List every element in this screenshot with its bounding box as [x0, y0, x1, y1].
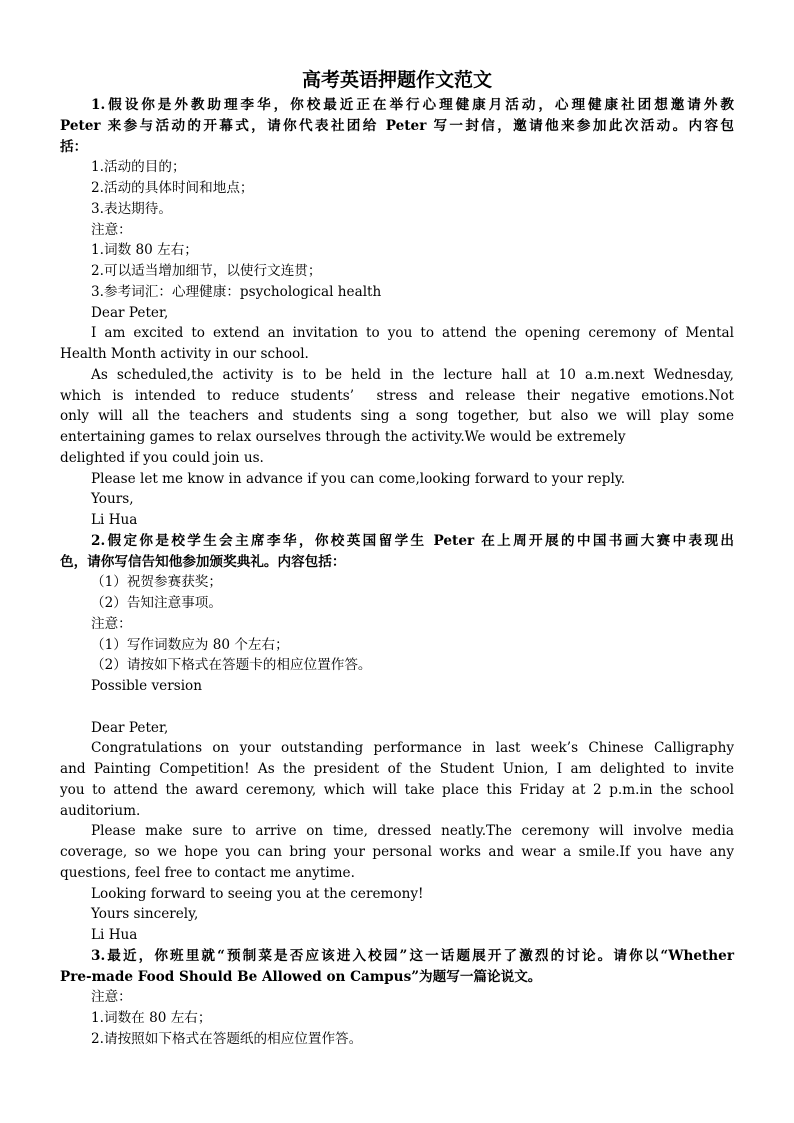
text-line: you to attend the award ceremony, which will take place this Friday at 2 p.m.in the school	[60, 781, 734, 798]
text-line: auditorium.	[60, 802, 141, 819]
text-line: 1.词数在 80 左右；	[91, 1010, 212, 1026]
text-line: 2.活动的具体时间和地点；	[91, 180, 254, 196]
text-line: （2）告知注意事项。	[91, 595, 222, 611]
text-line: questions, feel free to contact me anytime.	[60, 864, 355, 881]
text-line: entertaining games to relax ourselves through the activity.We would be extremely	[60, 429, 626, 445]
text-line: Looking forward to seeing you at the ceremony!	[91, 885, 424, 902]
text-line: （1）写作词数应为 80 个左右；	[91, 636, 289, 653]
text-line: 3.参考词汇：心理健康：psychological health	[91, 283, 382, 300]
document-page	[60, 66, 734, 1050]
text-line: 3.表达期待。	[91, 200, 172, 217]
text-line: （2）请按如下格式在答题卡的相应位置作答。	[91, 657, 372, 674]
text-line: Please make sure to arrive on time, dressed neatly.The ceremony will involve media	[91, 823, 734, 840]
text-line: Congratulations on your outstanding performance in last week’s Chinese Calligraphy	[91, 740, 734, 757]
text-line: Li Hua	[91, 927, 138, 943]
text-line: Dear Peter,	[91, 304, 169, 321]
text-line: Possible version	[91, 678, 202, 694]
text-line: 2.请按照如下格式在答题纸的相应位置作答。	[91, 1030, 363, 1047]
text-line: 注意：	[91, 989, 132, 1006]
page-title: 高考英语押题作文范文	[301, 69, 492, 91]
text-line: Health Month activity in our school.	[60, 346, 309, 362]
text-line: coverage, so we hope you can bring your personal works and wear a smile.If you have any	[60, 844, 734, 860]
text-line: 1.假设你是外教助理李华，你校最近正在举行心理健康月活动，心理健康社团想邀请外教	[91, 97, 734, 113]
text-line: Peter 来参与活动的开幕式，请你代表社团给 Peter 写一封信，邀请他来参加此次活动。内容包	[60, 117, 734, 134]
text-line: Dear Peter,	[91, 719, 169, 736]
text-line: Pre-made Food Should Be Allowed on Campus”为题写一篇论说文。	[60, 968, 542, 985]
text-line: Yours sincerely,	[91, 906, 199, 923]
text-line: 注意：	[91, 221, 132, 238]
text-line: 1.词数 80 左右；	[91, 242, 198, 259]
text-line: Yours,	[91, 491, 134, 508]
text-line: 3.最近，你班里就“预制菜是否应该进入校园”这一话题展开了激烈的讨论。请你以“Whether	[91, 947, 734, 964]
text-line: delighted if you could join us.	[60, 449, 264, 466]
text-line: 色，请你写信告知他参加颁奖典礼。内容包括：	[60, 553, 346, 570]
text-line: 2.可以适当增加细节，以使行文连贯；	[91, 263, 322, 279]
text-line: 1.活动的目的；	[91, 159, 186, 176]
text-line: only will all the teachers and students sing a song together, but also we will play some	[60, 408, 734, 425]
text-line: （1）祝贺参赛获奖；	[91, 574, 222, 591]
text-line: 括：	[60, 138, 88, 155]
document-body	[60, 95, 734, 1050]
text-line: Li Hua	[91, 512, 138, 528]
text-line	[60, 697, 734, 718]
text-line: Please let me know in advance if you can come,looking forward to your reply.	[91, 470, 626, 487]
text-line: As scheduled,the activity is to be held in the lecture hall at 10 a.m.next Wednesday,	[91, 366, 734, 383]
text-line: I am excited to extend an invitation to you to attend the opening ceremony of Mental	[91, 325, 734, 342]
text-line: which is intended to reduce students’ stress and release their negative emotions.Not	[60, 387, 734, 404]
text-line: and Painting Competition! As the president of the Student Union, I am delighted to invite	[60, 761, 734, 777]
text-line: 注意：	[91, 615, 132, 632]
text-line: 2.假定你是校学生会主席李华，你校英国留学生 Peter 在上周开展的中国书画大赛中表现出	[91, 532, 734, 549]
